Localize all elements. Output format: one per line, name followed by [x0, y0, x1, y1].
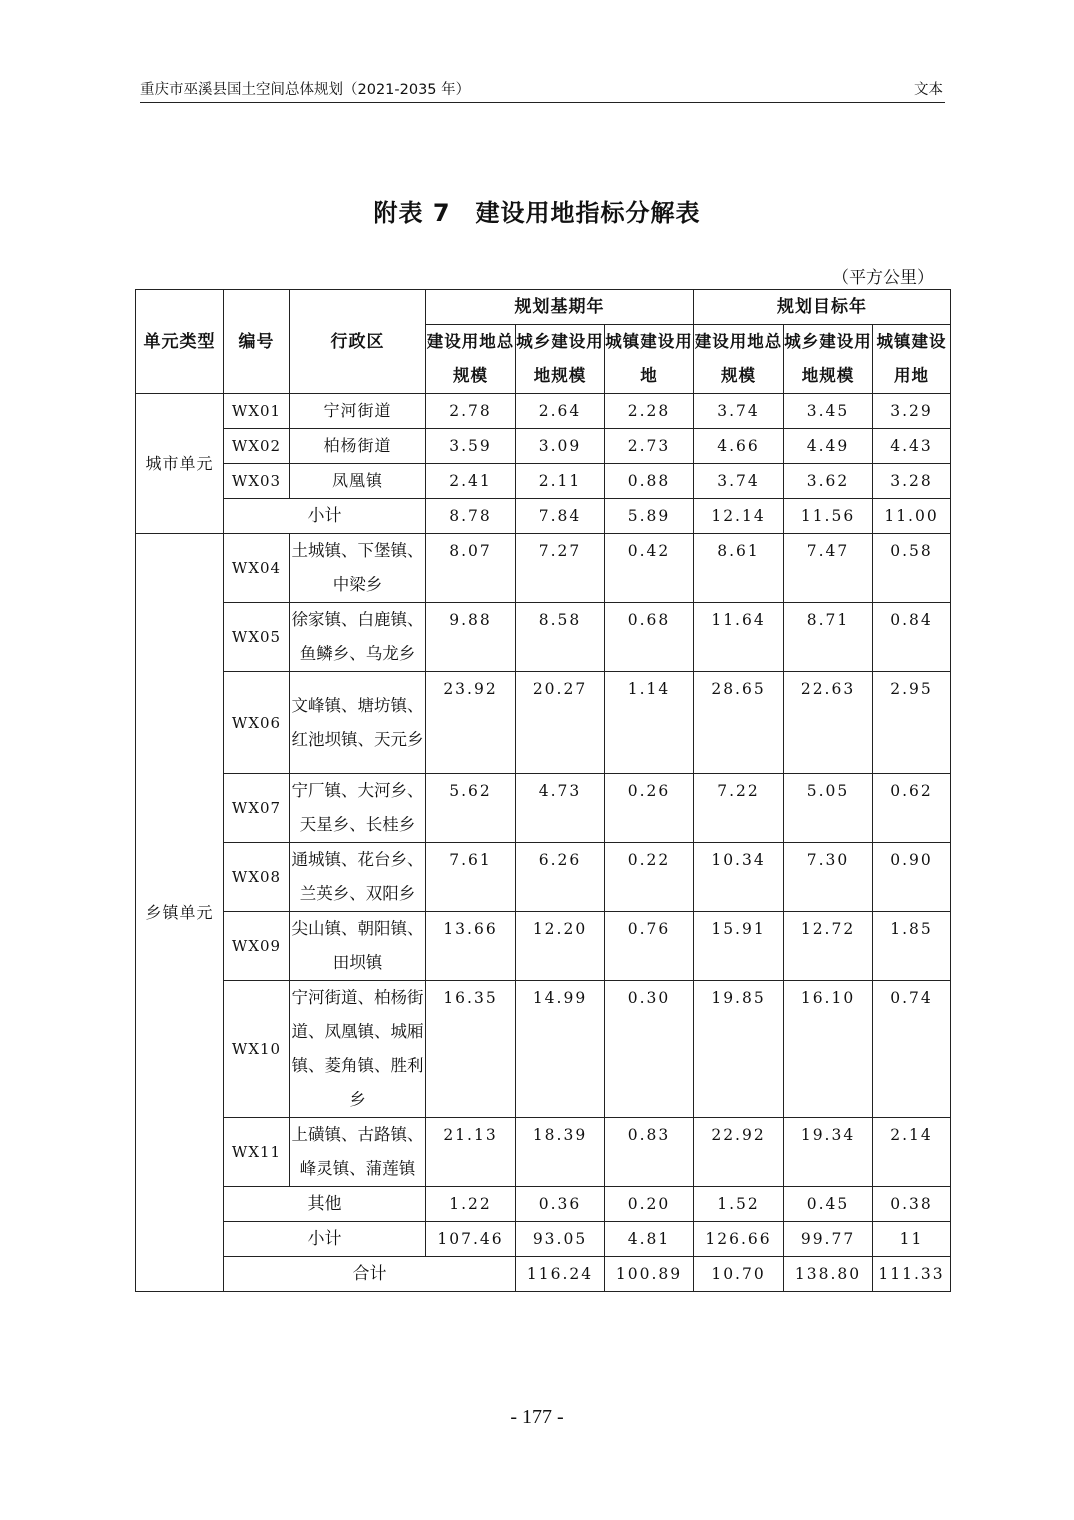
code-cell: WX03 — [224, 464, 290, 499]
value-cell: 2.64 — [516, 394, 605, 429]
value-cell: 10.70 — [694, 1257, 784, 1292]
value-cell: 2.14 — [873, 1118, 951, 1187]
value-cell: 93.05 — [516, 1222, 605, 1257]
value-cell: 0.30 — [605, 981, 694, 1118]
header-base-town: 城镇建设用地 — [605, 325, 694, 394]
code-cell: WX09 — [224, 912, 290, 981]
table-row — [136, 774, 951, 843]
value-cell: 11.00 — [873, 499, 951, 534]
value-cell: 0.42 — [605, 534, 694, 603]
value-cell: 138.80 — [784, 1257, 873, 1292]
value-cell: 99.77 — [784, 1222, 873, 1257]
district-cell: 徐家镇、白鹿镇、鱼鳞乡、乌龙乡 — [290, 603, 426, 672]
value-cell: 11.56 — [784, 499, 873, 534]
value-cell: 19.85 — [694, 981, 784, 1118]
district-cell: 凤凰镇 — [290, 464, 426, 499]
value-cell: 7.22 — [694, 774, 784, 843]
value-cell: 0.76 — [605, 912, 694, 981]
value-cell: 0.20 — [605, 1187, 694, 1222]
value-cell: 13.66 — [426, 912, 516, 981]
value-cell: 19.34 — [784, 1118, 873, 1187]
code-cell: WX10 — [224, 981, 290, 1118]
value-cell: 16.10 — [784, 981, 873, 1118]
value-cell: 4.73 — [516, 774, 605, 843]
value-cell: 2.78 — [426, 394, 516, 429]
value-cell: 1.22 — [426, 1187, 516, 1222]
value-cell: 3.74 — [694, 394, 784, 429]
value-cell: 12.72 — [784, 912, 873, 981]
header-base-total: 建设用地总规模 — [426, 325, 516, 394]
land-use-table — [135, 289, 951, 1292]
value-cell: 4.43 — [873, 429, 951, 464]
district-cell: 宁河街道 — [290, 394, 426, 429]
total-label: 合计 — [224, 1257, 516, 1292]
value-cell: 0.74 — [873, 981, 951, 1118]
value-cell: 116.24 — [516, 1257, 605, 1292]
value-cell: 5.89 — [605, 499, 694, 534]
value-cell: 11.64 — [694, 603, 784, 672]
value-cell: 8.61 — [694, 534, 784, 603]
table-row — [136, 672, 951, 774]
value-cell: 0.58 — [873, 534, 951, 603]
district-cell: 文峰镇、塘坊镇、红池坝镇、天元乡 — [290, 672, 426, 774]
page-header — [140, 76, 945, 103]
value-cell: 7.27 — [516, 534, 605, 603]
code-cell: WX05 — [224, 603, 290, 672]
value-cell: 5.62 — [426, 774, 516, 843]
header-target-urban-rural: 城乡建设用地规模 — [784, 325, 873, 394]
value-cell: 3.29 — [873, 394, 951, 429]
value-cell: 7.61 — [426, 843, 516, 912]
code-cell: WX06 — [224, 672, 290, 774]
page-title: 附表 7 建设用地指标分解表 — [373, 199, 701, 227]
table-row — [136, 603, 951, 672]
value-cell: 7.47 — [784, 534, 873, 603]
value-cell: 2.73 — [605, 429, 694, 464]
header-section-label: 文本 — [914, 82, 943, 98]
value-cell: 18.39 — [516, 1118, 605, 1187]
value-cell: 15.91 — [694, 912, 784, 981]
value-cell: 111.33 — [873, 1257, 951, 1292]
value-cell: 3.28 — [873, 464, 951, 499]
value-cell: 22.92 — [694, 1118, 784, 1187]
value-cell: 1.52 — [694, 1187, 784, 1222]
value-cell: 23.92 — [426, 672, 516, 774]
value-cell: 1.14 — [605, 672, 694, 774]
value-cell: 0.45 — [784, 1187, 873, 1222]
subtotal-label: 小计 — [224, 1222, 426, 1257]
value-cell: 8.71 — [784, 603, 873, 672]
value-cell: 5.05 — [784, 774, 873, 843]
value-cell: 0.62 — [873, 774, 951, 843]
header-district: 行政区 — [290, 290, 426, 394]
value-cell: 9.88 — [426, 603, 516, 672]
code-cell: WX02 — [224, 429, 290, 464]
value-cell: 100.89 — [605, 1257, 694, 1292]
other-label: 其他 — [224, 1187, 426, 1222]
value-cell: 6.26 — [516, 843, 605, 912]
district-cell: 上磺镇、古路镇、峰灵镇、蒲莲镇 — [290, 1118, 426, 1187]
header-target-year: 规划目标年 — [694, 290, 951, 325]
value-cell: 1.85 — [873, 912, 951, 981]
value-cell: 28.65 — [694, 672, 784, 774]
district-cell: 尖山镇、朝阳镇、田坝镇 — [290, 912, 426, 981]
value-cell: 0.83 — [605, 1118, 694, 1187]
value-cell: 0.36 — [516, 1187, 605, 1222]
value-cell: 20.27 — [516, 672, 605, 774]
table-row — [136, 981, 951, 1118]
subtotal-row — [136, 499, 951, 534]
unit-note: （平方公里） — [832, 268, 934, 288]
value-cell: 22.63 — [784, 672, 873, 774]
value-cell: 3.09 — [516, 429, 605, 464]
header-target-town: 城镇建设用地 — [873, 325, 951, 394]
district-cell: 宁厂镇、大河乡、天星乡、长桂乡 — [290, 774, 426, 843]
value-cell: 0.88 — [605, 464, 694, 499]
district-cell: 土城镇、下堡镇、中梁乡 — [290, 534, 426, 603]
value-cell: 4.49 — [784, 429, 873, 464]
table-row — [136, 843, 951, 912]
code-cell: WX08 — [224, 843, 290, 912]
value-cell: 8.58 — [516, 603, 605, 672]
value-cell: 0.38 — [873, 1187, 951, 1222]
value-cell: 10.34 — [694, 843, 784, 912]
value-cell: 2.95 — [873, 672, 951, 774]
district-cell: 通城镇、花台乡、兰英乡、双阳乡 — [290, 843, 426, 912]
code-cell: WX07 — [224, 774, 290, 843]
value-cell: 11 — [873, 1222, 951, 1257]
subtotal-row — [136, 1222, 951, 1257]
header-unit-type: 单元类型 — [136, 290, 224, 394]
value-cell: 107.46 — [426, 1222, 516, 1257]
value-cell: 8.78 — [426, 499, 516, 534]
value-cell: 2.11 — [516, 464, 605, 499]
table-row — [136, 912, 951, 981]
header-base-urban-rural: 城乡建设用地规模 — [516, 325, 605, 394]
table-row — [136, 1118, 951, 1187]
value-cell: 7.84 — [516, 499, 605, 534]
value-cell: 3.74 — [694, 464, 784, 499]
code-cell: WX01 — [224, 394, 290, 429]
value-cell: 3.45 — [784, 394, 873, 429]
total-row — [136, 1257, 951, 1292]
unit-type-town: 乡镇单元 — [136, 534, 224, 1292]
value-cell: 0.22 — [605, 843, 694, 912]
table-row — [136, 429, 951, 464]
value-cell: 3.62 — [784, 464, 873, 499]
value-cell: 16.35 — [426, 981, 516, 1118]
unit-type-city: 城市单元 — [136, 394, 224, 534]
value-cell: 21.13 — [426, 1118, 516, 1187]
header-code: 编号 — [224, 290, 290, 394]
header-base-year: 规划基期年 — [426, 290, 694, 325]
value-cell: 0.26 — [605, 774, 694, 843]
value-cell: 4.66 — [694, 429, 784, 464]
value-cell: 3.59 — [426, 429, 516, 464]
value-cell: 0.84 — [873, 603, 951, 672]
value-cell: 2.41 — [426, 464, 516, 499]
value-cell: 0.90 — [873, 843, 951, 912]
value-cell: 7.30 — [784, 843, 873, 912]
value-cell: 14.99 — [516, 981, 605, 1118]
subtotal-label: 小计 — [224, 499, 426, 534]
code-cell: WX04 — [224, 534, 290, 603]
value-cell: 4.81 — [605, 1222, 694, 1257]
value-cell: 0.68 — [605, 603, 694, 672]
value-cell: 126.66 — [694, 1222, 784, 1257]
value-cell: 12.20 — [516, 912, 605, 981]
header-target-total: 建设用地总规模 — [694, 325, 784, 394]
district-cell: 宁河街道、柏杨街道、凤凰镇、城厢镇、菱角镇、胜利乡 — [290, 981, 426, 1118]
value-cell: 8.07 — [426, 534, 516, 603]
district-cell: 柏杨街道 — [290, 429, 426, 464]
header-document-title: 重庆市巫溪县国土空间总体规划（2021-2035 年） — [140, 82, 471, 98]
table-row — [136, 464, 951, 499]
code-cell: WX11 — [224, 1118, 290, 1187]
value-cell: 2.28 — [605, 394, 694, 429]
table-row — [136, 534, 951, 603]
value-cell: 12.14 — [694, 499, 784, 534]
other-row — [136, 1187, 951, 1222]
page-number: - 177 - — [510, 1406, 564, 1428]
table-row — [136, 394, 951, 429]
